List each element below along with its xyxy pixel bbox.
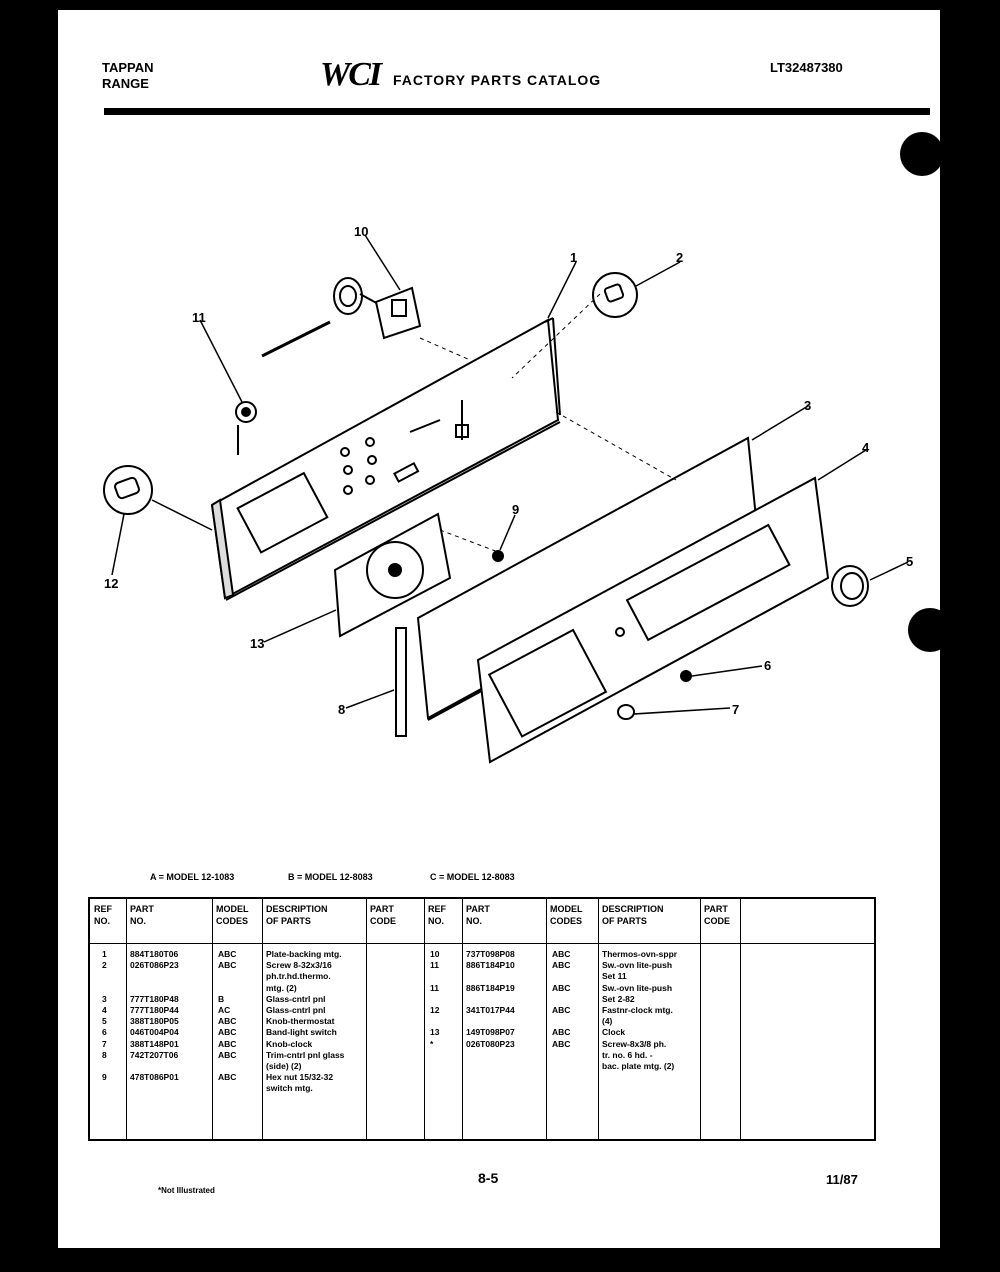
table-cell-model: ABC [218, 1049, 237, 1060]
header-divider [90, 943, 874, 944]
table-cell-part: 341T017P44 [466, 1005, 515, 1015]
model-a-label: A = MODEL 12-1083 [150, 872, 235, 882]
table-cell-part: 777T180P44 [130, 1005, 179, 1015]
table-cell-desc: Thermos-ovn-sppr [602, 949, 678, 959]
table-cell-part: 046T004P04 [130, 1027, 179, 1038]
ref-4: 4 [862, 440, 870, 455]
ref-2: 2 [676, 250, 684, 265]
table-cell-model: ABC [218, 1027, 237, 1038]
table-cell-desc: ph.tr.hd.thermo. [266, 971, 331, 982]
table-cell-ref: 7 [102, 1038, 107, 1049]
table-cell-desc: switch mtg. [266, 1083, 313, 1094]
table-cell-ref: 1 [102, 949, 107, 959]
table-cell-desc: Clock [602, 1027, 626, 1038]
table-cell-desc: Knob-thermostat [266, 1016, 335, 1027]
header-ref-no: REF NO. [94, 904, 112, 926]
table-cell-desc: Set 2-82 [602, 993, 635, 1004]
ref-13: 13 [250, 636, 265, 651]
table-cell-desc: Glass-cntrl pnl [266, 1005, 326, 1015]
table-cell-model: ABC [218, 1038, 237, 1049]
table-cell-ref: 12 [430, 1005, 440, 1015]
table-cell-part: 149T098P07 [466, 1027, 515, 1038]
table-cell-part: 737T098P08 [466, 949, 515, 959]
table-cell-ref: 8 [102, 1049, 107, 1060]
table-cell-desc: tr. no. 6 hd. - [602, 1049, 653, 1060]
table-cell-ref: 10 [430, 949, 440, 959]
table-cell-part: 388T180P05 [130, 1016, 179, 1027]
table-cell-model: ABC [218, 1072, 237, 1083]
table-cell-part: 777T180P48 [130, 993, 179, 1004]
table-cell-ref: 9 [102, 1072, 107, 1083]
header-part-code: PART CODE [370, 904, 397, 926]
table-cell-ref: 2 [102, 960, 107, 971]
table-cell-desc: Trim-cntrl pnl glass [266, 1049, 345, 1060]
table-cell-part: 742T207T06 [130, 1049, 179, 1060]
header-part-no: PART NO. [130, 904, 154, 926]
table-cell-ref: 3 [102, 993, 107, 1004]
product-type: RANGE [102, 76, 149, 91]
table-cell-desc: Glass-cntrl pnl [266, 993, 326, 1004]
ref-6: 6 [764, 658, 772, 673]
table-cell-model: AC [218, 1005, 231, 1015]
table-cell-desc: Band-light switch [266, 1027, 337, 1038]
footnote: *Not Illustrated [158, 1186, 215, 1195]
table-cell-desc: Sw.-ovn lite-push [602, 960, 673, 971]
table-cell-desc: Set 11 [602, 971, 627, 982]
table-cell-desc: mtg. (2) [266, 982, 297, 993]
ref-7: 7 [732, 702, 740, 717]
table-cell-ref: 6 [102, 1027, 107, 1038]
model-c-label: C = MODEL 12-8083 [430, 872, 515, 882]
wci-logo: WCI [320, 56, 381, 93]
table-cell-desc: Hex nut 15/32-32 [266, 1072, 334, 1083]
header-description: DESCRIPTION OF PARTS [602, 904, 664, 926]
ref-3: 3 [804, 398, 812, 413]
ref-1: 1 [570, 250, 578, 265]
table-cell-desc: bac. plate mtg. (2) [602, 1061, 675, 1071]
ref-10: 10 [354, 224, 369, 239]
table-cell-model: ABC [218, 1016, 237, 1027]
table-cell-ref: 11 [430, 960, 439, 971]
table-cell-desc: Plate-backing mtg. [266, 949, 342, 959]
table-cell-desc: Knob-clock [266, 1038, 313, 1049]
table-cell-part: 478T086P01 [130, 1072, 179, 1083]
model-number: LT32487380 [770, 60, 843, 75]
ref-11: 11 [192, 310, 206, 325]
table-cell-model: B [218, 993, 225, 1004]
parts-table [88, 897, 876, 1141]
catalog-title: FACTORY PARTS CATALOG [393, 72, 602, 88]
table-cell-desc: (side) (2) [266, 1061, 302, 1071]
table-cell-desc: Screw 8-32x3/16 [266, 960, 332, 971]
table-cell-model: ABC [552, 982, 571, 993]
model-b-label: B = MODEL 12-8083 [288, 872, 373, 882]
table-cell-model: ABC [552, 949, 571, 959]
table-cell-model: ABC [552, 1027, 571, 1038]
ref-8: 8 [338, 702, 346, 717]
ref-12: 12 [104, 576, 119, 591]
table-cell-model: ABC [552, 960, 571, 971]
table-cell-part: 886T184P10 [466, 960, 515, 971]
revision-date: 11/87 [826, 1172, 858, 1187]
table-cell-ref: 4 [102, 1005, 107, 1015]
table-cell-model: ABC [552, 1005, 571, 1015]
table-cell-part: 886T184P19 [466, 982, 515, 993]
page-number: 8-5 [478, 1170, 499, 1186]
table-cell-ref: * [430, 1038, 434, 1049]
table-cell-desc: Screw-8x3/8 ph. [602, 1038, 667, 1049]
header-model-codes: MODEL CODES [550, 904, 583, 926]
ref-9: 9 [512, 502, 520, 517]
table-cell-part: 884T180T06 [130, 949, 179, 959]
table-cell-desc: Sw.-ovn lite-push [602, 982, 673, 993]
ref-5: 5 [906, 554, 914, 569]
header-description: DESCRIPTION OF PARTS [266, 904, 328, 926]
header-part-no: PART NO. [466, 904, 490, 926]
brand-name: TAPPAN [102, 60, 154, 75]
header-part-code: PART CODE [704, 904, 731, 926]
table-cell-part: 026T086P23 [130, 960, 179, 971]
table-cell-ref: 11 [430, 982, 439, 993]
header-ref-no: REF NO. [428, 904, 446, 926]
table-cell-ref: 5 [102, 1016, 107, 1027]
table-cell-desc: (4) [602, 1016, 613, 1027]
table-cell-model: ABC [218, 960, 237, 971]
table-cell-model: ABC [218, 949, 237, 959]
table-cell-part: 026T080P23 [466, 1038, 515, 1049]
table-cell-part: 388T148P01 [130, 1038, 179, 1049]
table-cell-ref: 13 [430, 1027, 440, 1038]
header-model-codes: MODEL CODES [216, 904, 249, 926]
table-cell-desc: Fastnr-clock mtg. [602, 1005, 673, 1015]
table-cell-model: ABC [552, 1038, 571, 1049]
